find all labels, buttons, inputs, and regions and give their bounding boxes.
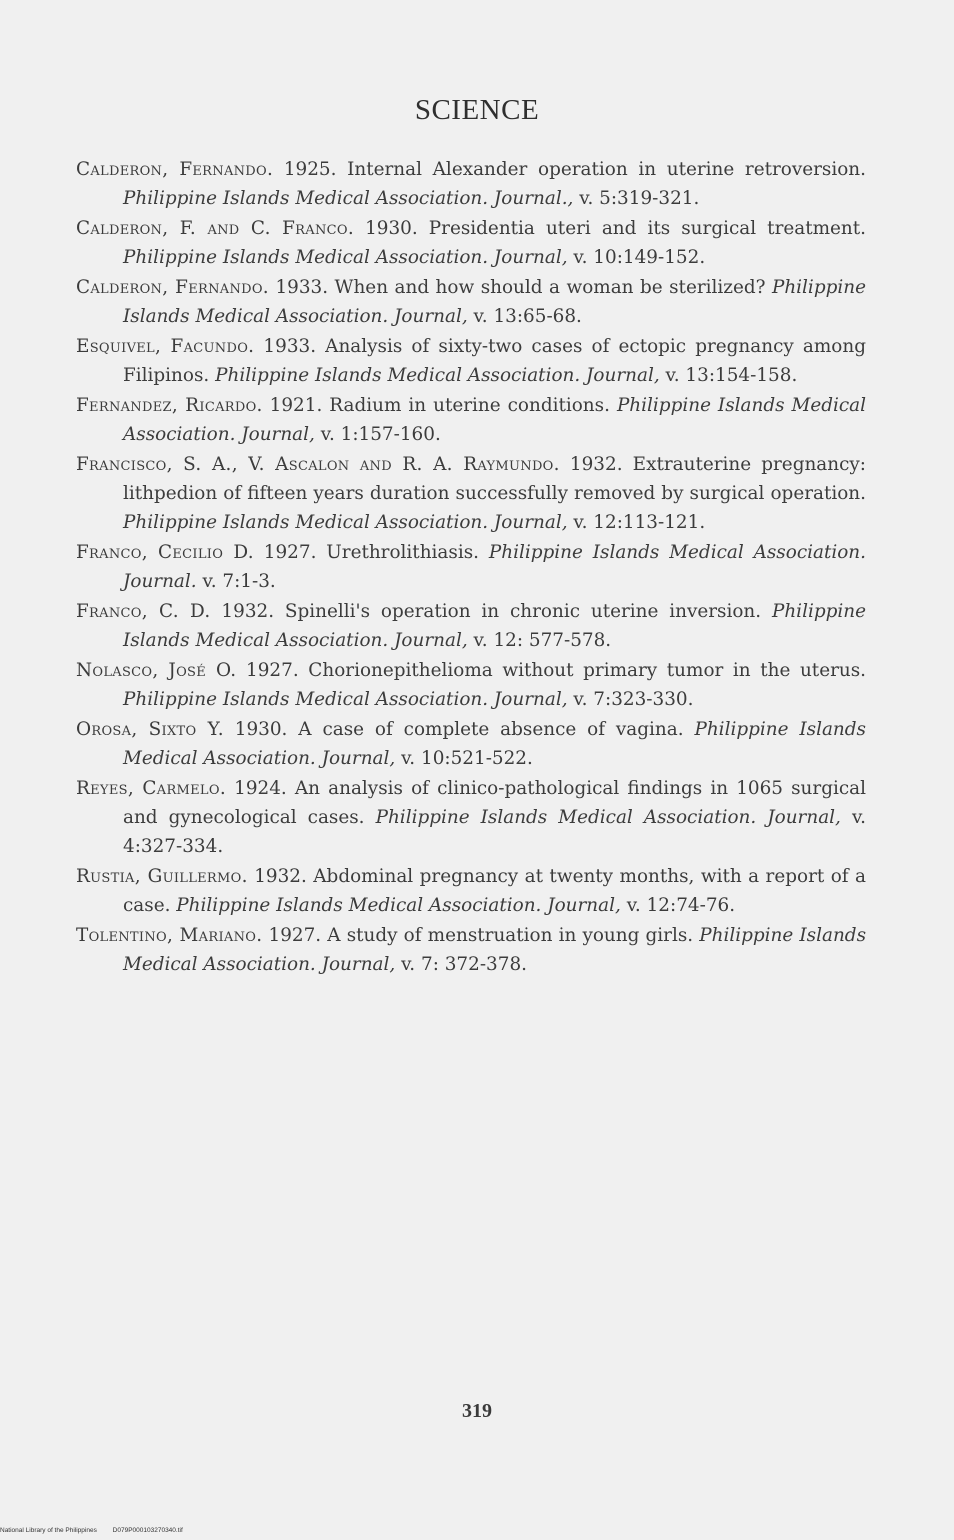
reference-entry (76, 774, 866, 861)
reference-journal: Philippine Islands Medical Association. Journal, (375, 807, 841, 828)
reference-entry (76, 715, 866, 773)
reference-journal: Philippine Islands Medical Association. Journal, (123, 689, 568, 710)
reference-citation: v. 4:327-334. (123, 807, 866, 857)
reference-text: 1932. Extrauterine pregnancy: lithpedion of fifteen years duration successfully removed by surgical operation. (123, 454, 867, 504)
reference-citation: v. 7: 372-378. (401, 954, 527, 975)
reference-citation: v. 13:65-68. (473, 306, 582, 327)
reference-entry (76, 862, 866, 920)
reference-journal: Philippine Islands Medical Association. Journal, (123, 395, 867, 445)
reference-journal: Philippine Islands Medical Association. Journal., (123, 188, 574, 209)
reference-citation: v. 5:319-321. (579, 188, 700, 209)
reference-author: Tolentino, Mariano. (76, 925, 263, 946)
scan-footer (0, 1527, 197, 1534)
reference-author: Rustia, Guillermo. (76, 866, 248, 887)
reference-author: Orosa, Sixto Y. (76, 719, 224, 740)
reference-citation: v. 13:154-158. (665, 365, 798, 386)
reference-text: 1924. An analysis of clinico-pathological findings in 1065 surgical and gynecological cases. (123, 778, 866, 828)
reference-author: Nolasco, José O. (76, 660, 237, 681)
reference-text: 1925. Internal Alexander operation in uterine retroversion. (283, 159, 866, 180)
reference-author: Franco, C. D. (76, 601, 211, 622)
reference-journal: Philippine Islands Medical Association. Journal, (123, 601, 866, 651)
reference-author: Calderon, Fernando. (76, 159, 274, 180)
reference-entry (76, 597, 866, 655)
reference-journal: Philippine Islands Medical Association. Journal, (215, 365, 660, 386)
reference-journal: Philippine Islands Medical Association. Journal, (123, 925, 867, 975)
reference-citation: v. 7:323-330. (573, 689, 694, 710)
reference-citation: v. 12: 577-578. (473, 630, 612, 651)
reference-entry (76, 921, 866, 979)
reference-journal: Philippine Islands Medical Association. Journal, (123, 512, 568, 533)
reference-entry (76, 214, 866, 272)
page-number: 319 (462, 1400, 492, 1422)
reference-author: Calderon, F. and C. Franco. (76, 218, 354, 239)
reference-text: 1933. Analysis of sixty-two cases of ectopic pregnancy among Filipinos. (123, 336, 866, 386)
reference-text: 1932. Spinelli's operation in chronic uterine inversion. (221, 601, 762, 622)
reference-author: Franco, Cecilio D. (76, 542, 254, 563)
reference-journal: Philippine Islands Medical Association. Journal, (176, 895, 621, 916)
reference-text: 1927. Urethrolithiasis. (263, 542, 479, 563)
reference-list (76, 155, 866, 980)
reference-entry (76, 538, 866, 596)
reference-author: Calderon, Fernando. (76, 277, 269, 298)
reference-citation: v. 12:113-121. (573, 512, 706, 533)
reference-text: 1927. Chorionepithelioma without primary tumor in the uterus. (246, 660, 867, 681)
reference-author: Francisco, S. A., V. Ascalon and R. A. Raymundo. (76, 454, 560, 475)
reference-entry (76, 155, 866, 213)
reference-citation: v. 10:149-152. (573, 247, 706, 268)
reference-text: 1930. Presidentia uteri and its surgical treatment. (365, 218, 867, 239)
reference-text: 1933. When and how should a woman be sterilized? (275, 277, 766, 298)
footer-library: National Library of the Philippines (0, 1527, 97, 1534)
reference-citation: v. 7:1-3. (202, 571, 276, 592)
reference-citation: v. 12:74-76. (626, 895, 736, 916)
page-heading: SCIENCE (414, 94, 540, 126)
reference-text: 1930. A case of complete absence of vagina. (234, 719, 684, 740)
reference-entry (76, 273, 866, 331)
reference-text: 1932. Abdominal pregnancy at twenty months, with a report of a case. (123, 866, 866, 916)
reference-text: 1921. Radium in uterine conditions. (269, 395, 610, 416)
reference-journal: Philippine Islands Medical Association. Journal. (123, 542, 866, 592)
reference-entry (76, 391, 866, 449)
reference-entry (76, 656, 866, 714)
reference-entry (76, 332, 866, 390)
reference-journal: Philippine Islands Medical Association. Journal, (123, 277, 866, 327)
reference-text: 1927. A study of menstruation in young girls. (268, 925, 694, 946)
reference-journal: Philippine Islands Medical Association. Journal, (123, 719, 866, 769)
footer-code: D079P000103270340.tif (112, 1527, 183, 1534)
reference-author: Esquivel, Facundo. (76, 336, 255, 357)
reference-author: Fernandez, Ricardo. (76, 395, 263, 416)
reference-journal: Philippine Islands Medical Association. Journal, (123, 247, 568, 268)
reference-citation: v. 10:521-522. (401, 748, 533, 769)
reference-author: Reyes, Carmelo. (76, 778, 226, 799)
reference-citation: v. 1:157-160. (320, 424, 441, 445)
reference-entry (76, 450, 866, 537)
